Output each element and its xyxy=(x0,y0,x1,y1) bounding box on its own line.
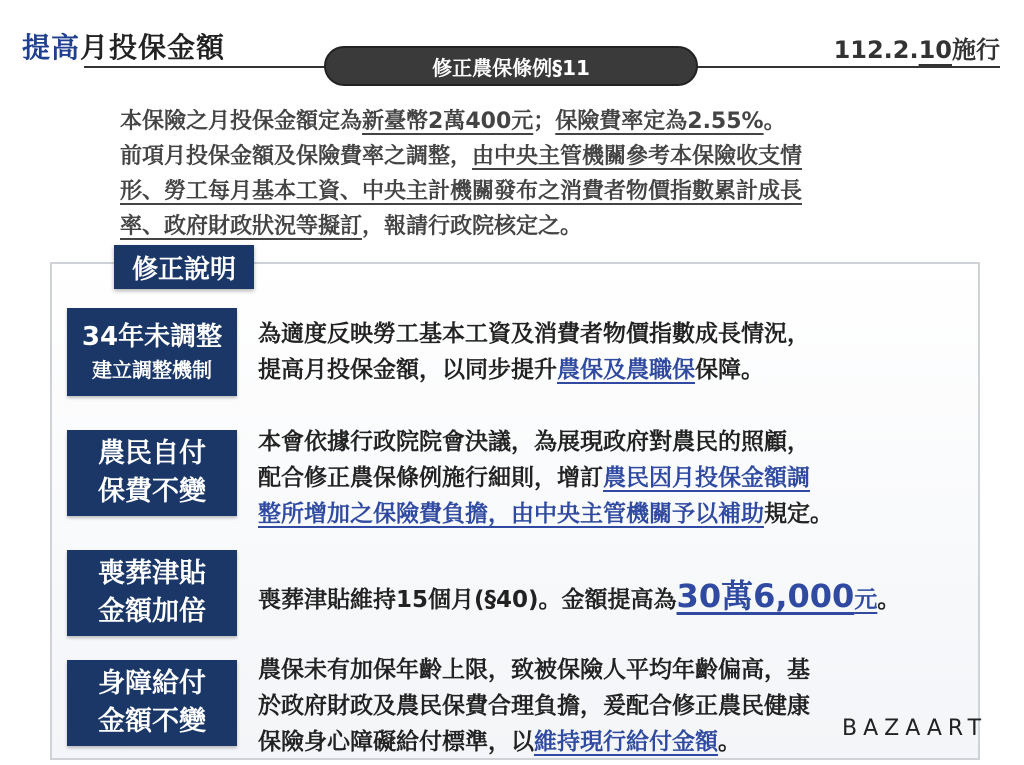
effective-date xyxy=(834,30,1000,65)
law-line-3 xyxy=(120,174,960,209)
desc-text: 於政府財政及農民保費合理負擔，爰配合修正農民健康 xyxy=(258,693,810,719)
law-rate: 保險費率定為2.55% xyxy=(555,109,764,134)
law-text-fragment: ，報請行政院核定之。 xyxy=(362,214,583,239)
law-text-fragment: 本保險之月投保金額定為 xyxy=(120,109,363,134)
law-line-2 xyxy=(120,139,960,174)
highlight-link: 農民因月投保金額調 xyxy=(603,465,810,491)
law-text xyxy=(120,104,960,244)
desc-text: 保障。 xyxy=(695,357,764,383)
article-label: 修正農保條例§11 xyxy=(432,55,590,80)
tag-line: 金額加倍 xyxy=(98,596,206,627)
desc-text: 。 xyxy=(718,729,741,755)
title-highlight: 提高 xyxy=(22,31,81,64)
tag-farmer-premium xyxy=(67,430,237,516)
date-suffix: 施行 xyxy=(952,36,1000,64)
date-prefix: 112.2. xyxy=(833,36,919,64)
tag-line: 金額不變 xyxy=(98,706,206,737)
tag-34-years xyxy=(67,308,237,396)
funeral-amount-unit: 元 xyxy=(854,587,878,613)
desc-text: 本會依據行政院院會決議，為展現政府對農民的照顧， xyxy=(258,429,810,455)
article-badge xyxy=(324,46,698,86)
tag-line: 喪葬津貼 xyxy=(98,558,206,589)
tag-line: 身障給付 xyxy=(98,668,206,699)
law-amount: 新臺幣2萬400元 xyxy=(362,109,534,134)
page-title xyxy=(22,26,225,66)
desc-text: 規定。 xyxy=(764,501,833,527)
watermark-logo: BAZAART xyxy=(842,716,988,741)
law-text-fragment: ； xyxy=(533,109,556,134)
law-underlined: 率、政府財政狀況等擬訂 xyxy=(120,214,363,239)
law-line-1 xyxy=(120,104,960,139)
tag-line: 34年未調整 xyxy=(81,322,223,352)
funeral-amount: 30萬6,000 xyxy=(676,577,855,615)
tag-line: 農民自付 xyxy=(98,438,206,469)
item-desc-1 xyxy=(258,316,978,388)
section-title: 修正說明 xyxy=(114,245,254,289)
law-underlined: 由中央主管機關參考本保險收支情 xyxy=(472,144,803,169)
desc-text: 配合修正農保條例施行細則，增訂 xyxy=(258,465,603,491)
tag-line: 建立調整機制 xyxy=(92,358,212,382)
highlight-link: 整所增加之保險費負擔，由中央主管機關予以補助 xyxy=(258,501,764,527)
tag-disability-benefit xyxy=(67,660,237,746)
item-desc-2 xyxy=(258,424,978,532)
desc-text: 喪葬津貼維持15個月(§40)。金額提高為 xyxy=(258,587,677,613)
desc-text: 保險身心障礙給付標準，以 xyxy=(258,729,534,755)
item-desc-4 xyxy=(258,652,978,760)
tag-line: 保費不變 xyxy=(98,476,206,507)
desc-text: 為適度反映勞工基本工資及消費者物價指數成長情況， xyxy=(258,321,810,347)
law-text-fragment: 。 xyxy=(763,109,786,134)
highlight-link: 農保及農職保 xyxy=(557,357,695,383)
title-underline xyxy=(84,66,340,68)
title-rest: 月投保金額 xyxy=(80,31,226,64)
header-rule xyxy=(688,66,1000,68)
highlight-link: 維持現行給付金額 xyxy=(534,729,718,755)
date-day: 10 xyxy=(918,36,952,64)
item-desc-3 xyxy=(258,578,978,618)
desc-text: 農保未有加保年齡上限，致被保險人平均年齡偏高，基 xyxy=(258,657,810,683)
law-underlined: 形、勞工每月基本工資、中央主計機關發布之消費者物價指數累計成長 xyxy=(120,179,803,204)
law-text-fragment: 前項月投保金額及保險費率之調整， xyxy=(120,144,473,169)
desc-text: 提高月投保金額，以同步提升 xyxy=(258,357,557,383)
desc-text: 。 xyxy=(877,587,901,613)
tag-funeral-allowance xyxy=(67,550,237,636)
law-line-4 xyxy=(120,209,960,244)
